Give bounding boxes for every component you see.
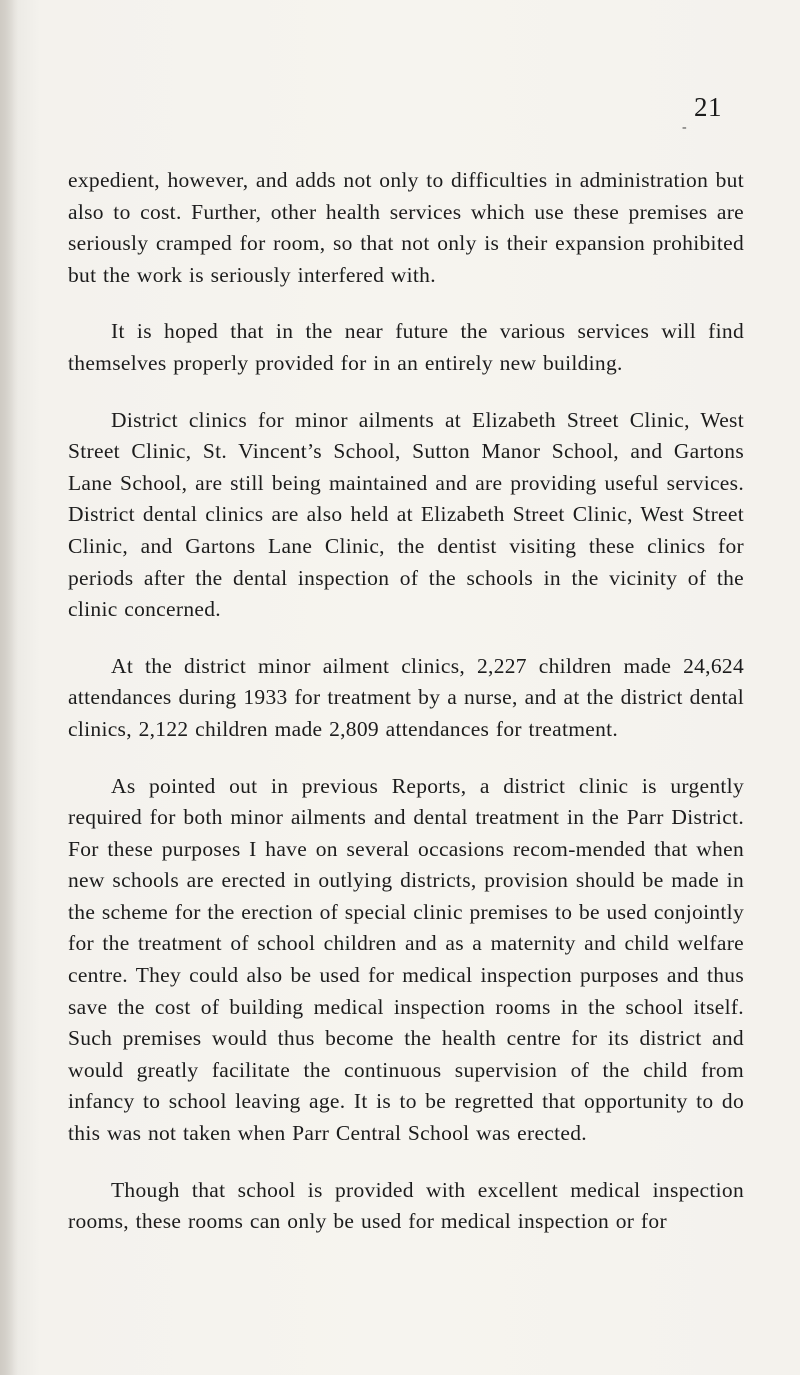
paragraph-attendance-figures: At the district minor ailment clinics, 2,227 children made 24,624 attendances during 1933 for treatment by a nurse, and at the district dental clinics, 2,122 children made 2,809 attendances for treatment.	[68, 653, 744, 741]
body-text	[68, 165, 744, 1238]
paragraph-inspection-rooms: Though that school is provided with excellent medical inspection rooms, these rooms can only be used for medical inspection or for	[68, 1177, 744, 1234]
page-mark: -	[682, 120, 687, 135]
paragraph-continuation: expedient, however, and adds not only to difficulties in administration but also to cost. Further, other health services which use these premises are seriously cramped for room, so that not only is their expansion prohibited but the work is seriously interfered with.	[68, 168, 744, 287]
page-number: 21	[694, 92, 722, 122]
paragraph-new-building: It is hoped that in the near future the various services will find themselves properly provided for in an entirely new building.	[68, 319, 744, 375]
binding-shadow	[0, 0, 18, 1375]
paragraph-district-clinics: District clinics for minor ailments at Elizabeth Street Clinic, West Street Clinic, St. Vincent’s School, Sutton Manor School, and Gartons Lane School, are still being maintained and are providing useful services. District dental clinics are also held at Elizabeth Street Clinic, West Street Clinic, and Gartons Lane Clinic, the dentist visiting these clinics for periods after the dental inspection of the schools in the vicinity of the clinic concerned.	[68, 407, 744, 622]
paragraph-parr-district: As pointed out in previous Reports, a district clinic is urgently required for both minor ailments and dental treatment in the Parr District. For these purposes I have on several occasions recom-mended that when new schools are erected in outlying districts, provision should be made in the scheme for the erection of special clinic premises to be used conjointly for the treatment of school children and as a maternity and child welfare centre. They could also be used for medical inspection purposes and thus save the cost of building medical inspection rooms in the school itself. Such premises would thus become the health centre for its district and would greatly facilitate the continuous supervision of the child from infancy to school leaving age. It is to be regretted that opportunity to do this was not taken when Parr Central School was erected.	[68, 773, 744, 1146]
